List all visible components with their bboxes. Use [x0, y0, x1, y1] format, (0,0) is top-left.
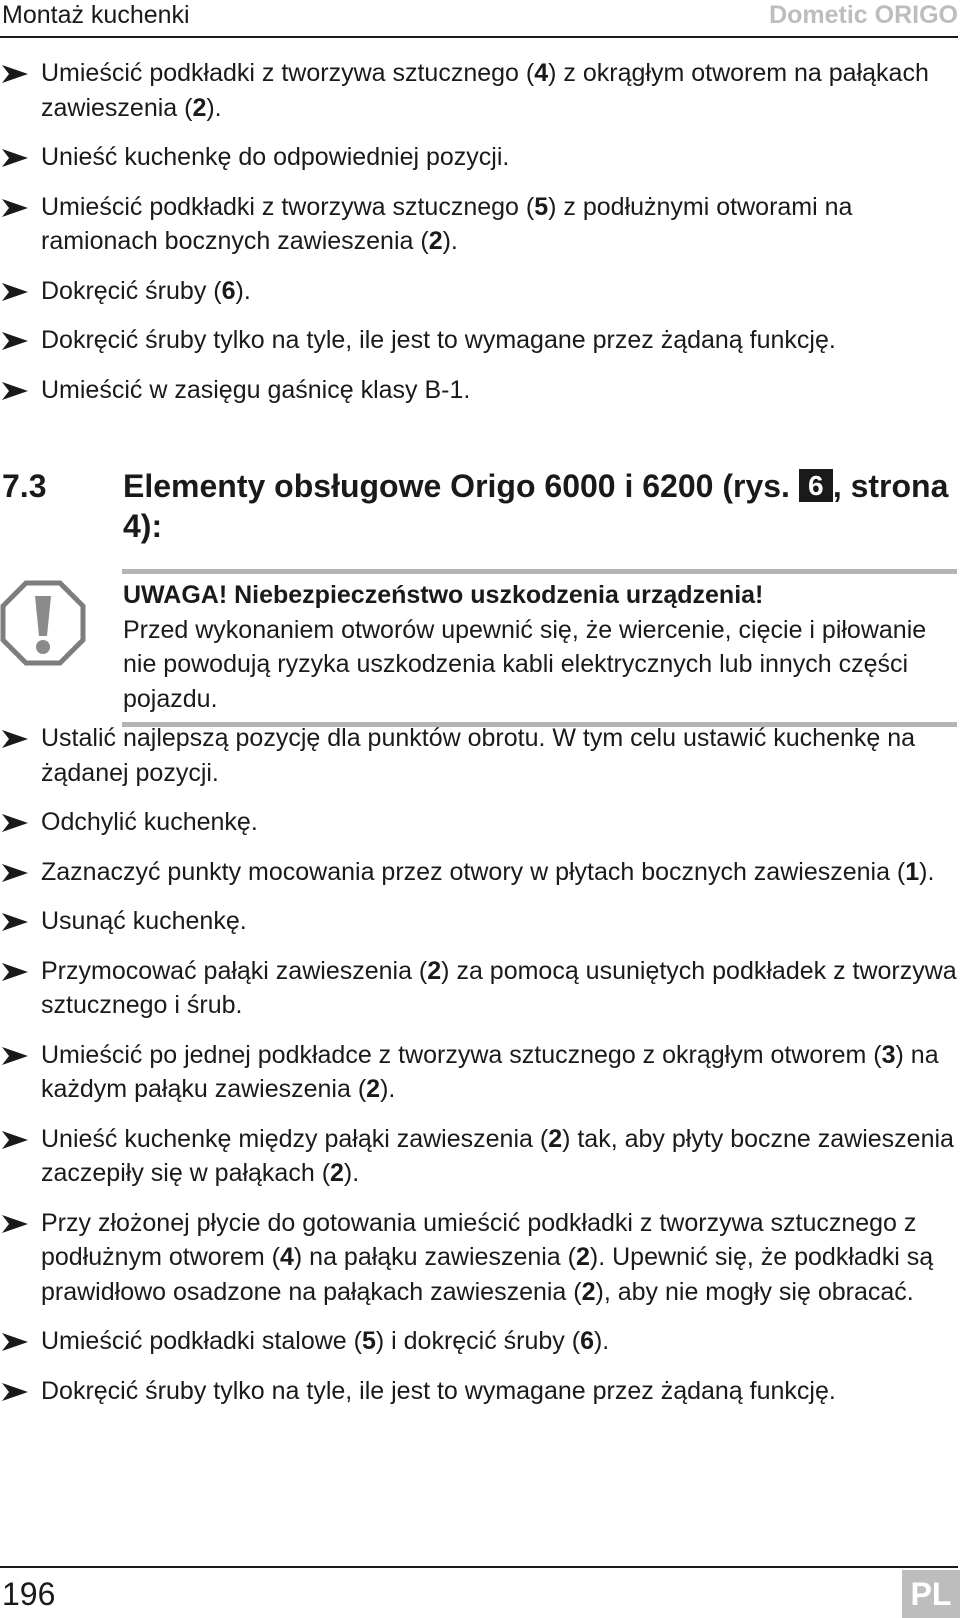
arrowhead-bullet-icon — [2, 913, 28, 931]
instruction-text: Umieścić podkładki z tworzywa sztucznego (4) z okrągłym otworem na pałąkach zawieszenia (2). — [41, 59, 929, 122]
instruction-text: Odchylić kuchenkę. — [41, 808, 258, 836]
arrowhead-bullet-icon — [2, 730, 28, 748]
arrowhead-bullet-icon — [2, 65, 28, 83]
page-number: 196 — [2, 1576, 56, 1612]
instruction-text: Umieścić po jednej podkładce z tworzywa sztucznego z okrągłym otworem (3) na każdym pałąku zawieszenia (2). — [41, 1040, 939, 1103]
arrowhead-bullet-icon — [2, 1131, 28, 1149]
instruction-text: Dokręcić śruby tylko na tyle, ile jest to wymagane przez żądaną funkcję. — [41, 1376, 836, 1405]
instruction-item — [0, 1038, 958, 1107]
arrowhead-bullet-icon — [2, 199, 28, 217]
section-title — [123, 466, 953, 546]
instruction-text: Usunąć kuchenkę. — [41, 907, 247, 935]
warning-title: UWAGA! Niebezpieczeństwo uszkodzenia urządzenia! — [123, 581, 764, 609]
page-header — [0, 0, 958, 38]
instruction-list-1 — [0, 56, 958, 422]
instruction-item — [0, 56, 958, 125]
instruction-text: Umieścić w zasięgu gaśnicę klasy B-1. — [41, 375, 471, 404]
instruction-text: Dokręcić śruby (6). — [41, 276, 251, 305]
arrowhead-bullet-icon — [2, 963, 28, 981]
instruction-text: Zaznaczyć punkty mocowania przez otwory w płytach bocznych zawieszenia (1). — [41, 857, 935, 886]
instruction-list-2 — [0, 721, 958, 1423]
arrowhead-bullet-icon — [2, 864, 28, 882]
instruction-text: Dokręcić śruby tylko na tyle, ile jest to wymagane przez żądaną funkcję. — [41, 326, 836, 354]
instruction-item — [0, 274, 958, 309]
arrowhead-bullet-icon — [2, 332, 28, 350]
arrowhead-bullet-icon — [2, 1383, 28, 1401]
language-badge: PL — [902, 1570, 960, 1618]
warning-octagon-icon — [0, 580, 86, 666]
header-chapter-title: Montaż kuchenki — [2, 1, 190, 29]
arrowhead-bullet-icon — [2, 1215, 28, 1233]
instruction-item — [0, 373, 958, 408]
instruction-item — [0, 190, 958, 259]
header-product-name: Dometic ORIGO — [769, 1, 958, 29]
instruction-item — [0, 904, 958, 939]
instruction-item — [0, 140, 958, 175]
instruction-text: Umieścić podkładki z tworzywa sztucznego (5) z podłużnymi otworami na ramionach bocznych zawieszenia (2). — [41, 192, 853, 255]
instruction-item — [0, 721, 958, 790]
instruction-item — [0, 323, 958, 358]
instruction-item — [0, 1122, 958, 1191]
instruction-text: Unieść kuchenkę do odpowiedniej pozycji. — [41, 143, 510, 171]
warning-body: Przed wykonaniem otworów upewnić się, że wiercenie, cięcie i piłowanie nie powodują ryzyka uszkodzenia kabli elektrycznych lub innych części pojazdu. — [123, 615, 927, 713]
arrowhead-bullet-icon — [2, 149, 28, 167]
arrowhead-bullet-icon — [2, 1047, 28, 1065]
warning-top-rule — [122, 569, 957, 574]
instruction-text: Przymocować pałąki zawieszenia (2) za pomocą usuniętych podkładek z tworzywa sztucznego i śrub. — [41, 956, 957, 1019]
footer-rule — [0, 1566, 958, 1568]
warning-block — [123, 578, 957, 716]
arrowhead-bullet-icon — [2, 283, 28, 301]
section-heading — [0, 466, 958, 556]
arrowhead-bullet-icon — [2, 382, 28, 400]
section-title-text: Elementy obsługowe Origo 6000 i 6200 (rys. — [123, 468, 799, 504]
figure-reference-badge: 6 — [799, 469, 833, 502]
instruction-text: Ustalić najlepszą pozycję dla punktów obrotu. W tym celu ustawić kuchenkę na żądanej pozycji. — [41, 724, 916, 787]
section-number: 7.3 — [2, 468, 47, 504]
instruction-item — [0, 805, 958, 840]
arrowhead-bullet-icon — [2, 1333, 28, 1351]
instruction-item — [0, 1324, 958, 1359]
instruction-text: Umieścić podkładki stalowe (5) i dokręcić śruby (6). — [41, 1327, 610, 1355]
instruction-item — [0, 1374, 958, 1409]
instruction-item — [0, 855, 958, 890]
arrowhead-bullet-icon — [2, 814, 28, 832]
instruction-item — [0, 1206, 958, 1310]
section-title-suffix: , strona 4): — [123, 468, 949, 544]
instruction-text: Unieść kuchenkę między pałąki zawieszenia (2) tak, aby płyty boczne zawieszenia zaczepiły się w pałąkach (2). — [41, 1124, 954, 1187]
instruction-item — [0, 954, 958, 1023]
instruction-text: Przy złożonej płycie do gotowania umieścić podkładki z tworzywa sztucznego z podłużnym otworem (4) na pałąku zawieszenia (2). Upewnić się, że podkładki są prawidłowo osadzone na pałąkach zawieszenia (2), aby nie mogły się obracać. — [41, 1208, 934, 1306]
